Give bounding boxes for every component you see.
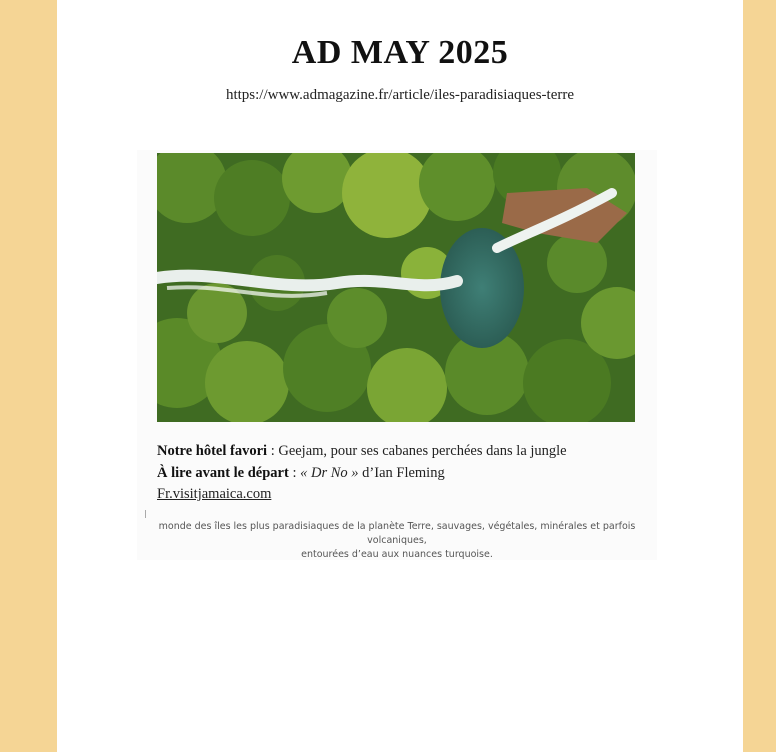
caption-line-1: monde des îles les plus paradisiaques de la planète Terre, sauvages, végétales, minérales et parfois volcaniques, <box>158 521 636 546</box>
reading-label: À lire avant le départ <box>157 464 289 481</box>
caption-line-2: entourées d’eau aux nuances turquoise. <box>301 549 493 560</box>
book-title: « Dr No » <box>300 464 359 481</box>
aerial-jungle-waterfall-image <box>157 153 635 422</box>
article-clipping <box>137 150 657 560</box>
reading-line <box>157 463 637 485</box>
reading-separator: : <box>288 464 301 481</box>
hotel-separator: : <box>267 443 279 459</box>
article-info <box>157 441 637 506</box>
hotel-text: Geejam, pour ses cabanes perchées dans la jungle <box>278 443 567 459</box>
caption <box>137 520 657 562</box>
book-author: d’Ian Fleming <box>358 464 445 481</box>
divider-tick <box>145 510 146 518</box>
hotel-label: Notre hôtel favori <box>157 443 268 459</box>
page <box>57 0 743 752</box>
hotel-line <box>157 441 637 463</box>
visit-jamaica-link[interactable]: Fr.visitjamaica.com <box>157 486 272 502</box>
source-url: https://www.admagazine.fr/article/iles-paradisiaques-terre <box>225 87 575 103</box>
page-title: AD MAY 2025 <box>291 34 509 71</box>
link-line <box>157 484 637 506</box>
